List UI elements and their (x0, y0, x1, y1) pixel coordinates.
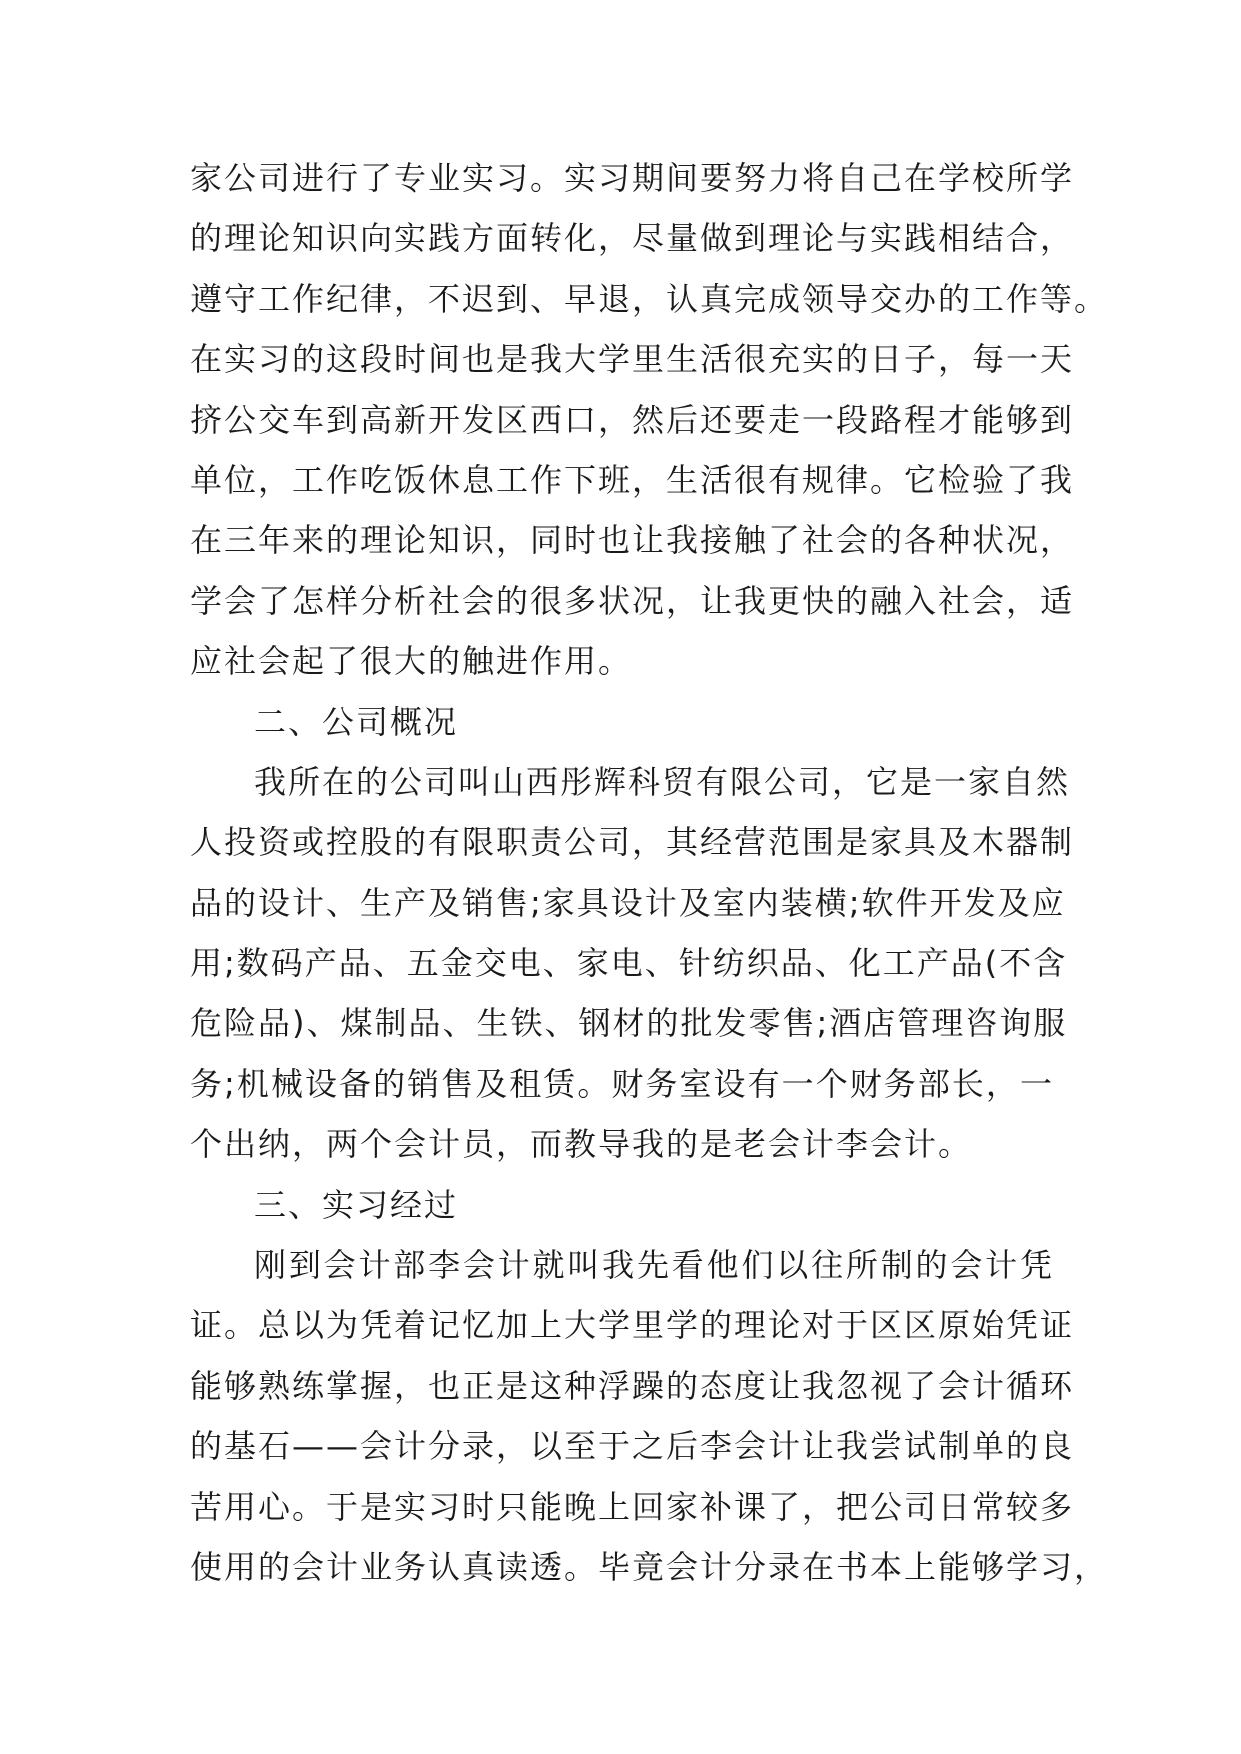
text-line: 在三年来的理论知识，同时也让我接触了社会的各种状况， (190, 521, 1075, 560)
text-line: 在实习的这段时间也是我大学里生活很充实的日子，每一天 (190, 340, 1075, 379)
text-line: 务;机械设备的销售及租赁。财务室设有一个财务部长，一 (190, 1064, 1054, 1103)
text-line: 使用的会计业务认真读透。毕竟会计分录在书本上能够学习， (190, 1547, 1109, 1586)
text-line: 应社会起了很大的触进作用。 (190, 642, 633, 681)
text-line: 危险品)、煤制品、生铁、钢材的批发零售;酒店管理咨询服 (190, 1004, 1068, 1043)
text-line: 品的设计、生产及销售;家具设计及室内装横;软件开发及应 (190, 883, 1066, 922)
text-line: 刚到会计部李会计就叫我先看他们以往所制的会计凭 (254, 1246, 1054, 1285)
text-line: 个出纳，两个会计员，而教导我的是老会计李会计。 (190, 1125, 973, 1164)
text-line: 证。总以为凭着记忆加上大学里学的理论对于区区原始凭证 (190, 1306, 1075, 1345)
text-line: 的理论知识向实践方面转化，尽量做到理论与实践相结合， (190, 219, 1075, 258)
text-line: 用;数码产品、五金交电、家电、针纺织品、化工产品(不含 (190, 944, 1068, 983)
text-line: 人投资或控股的有限职责公司，其经营范围是家具及木器制 (190, 823, 1075, 862)
paragraph-internship-intro (190, 148, 1109, 692)
text-line: 学会了怎样分析社会的很多状况，让我更快的融入社会，适 (190, 581, 1075, 620)
text-line: 家公司进行了专业实习。实习期间要努力将自己在学校所学 (190, 159, 1075, 197)
text-line: 单位，工作吃饭休息工作下班，生活很有规律。它检验了我 (190, 460, 1075, 499)
paragraph-internship-process (190, 1235, 1109, 1597)
section-heading-internship-process: 三、实习经过 (254, 1185, 459, 1224)
text-line: 遵守工作纪律，不迟到、早退，认真完成领导交办的工作等。 (190, 279, 1109, 318)
document-body (190, 148, 1109, 1597)
paragraph-company-overview (190, 752, 1075, 1175)
text-line: 苦用心。于是实习时只能晚上回家补课了，把公司日常较多 (190, 1487, 1075, 1526)
text-line: 的基石——会计分录，以至于之后李会计让我尝试制单的良 (190, 1427, 1075, 1466)
text-line: 我所在的公司叫山西彤辉科贸有限公司，它是一家自然 (254, 762, 1071, 801)
text-line: 挤公交车到高新开发区西口，然后还要走一段路程才能够到 (190, 400, 1075, 439)
section-heading-company-overview: 二、公司概况 (254, 702, 459, 741)
text-line: 能够熟练掌握，也正是这种浮躁的态度让我忽视了会计循环 (190, 1366, 1075, 1405)
